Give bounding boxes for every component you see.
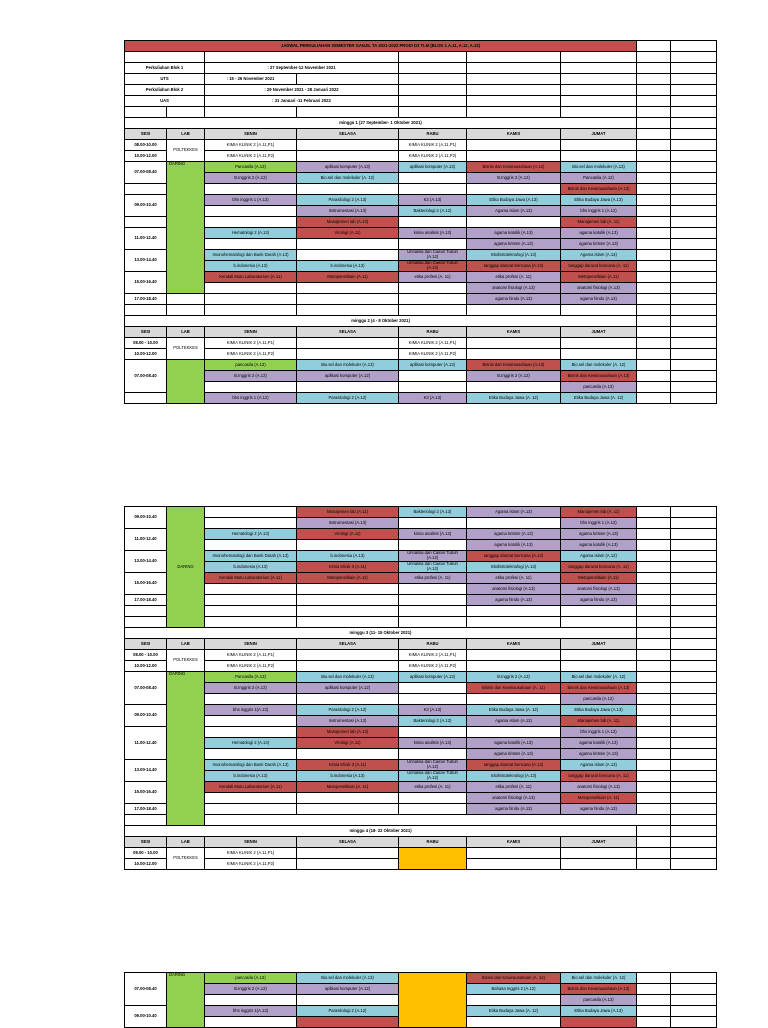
col-kamis: KAMIS <box>467 129 561 140</box>
course-cell: Etika Budaya Jawa (A. 12) <box>467 705 561 716</box>
course-cell: Metopenelitiain (A. 11) <box>561 793 637 804</box>
course-cell: Etika Budaya Jawa (A.13) <box>561 195 637 206</box>
course-cell: Etika Budaya Jawa (A.13) <box>561 705 637 716</box>
course-cell: etika profesi (A. 11) <box>399 782 467 793</box>
session-time: 10.00-12.00 <box>125 151 167 162</box>
course-cell: Bio.sel dan molekuler (A. 12) <box>561 672 637 683</box>
course-cell: Hematologi 2 (A.13) <box>205 529 297 540</box>
col-rabu: RABU <box>399 129 467 140</box>
course-cell: agama katolik (A.13) <box>561 738 637 749</box>
course-cell: pancasila (A.13) <box>561 995 637 1006</box>
col-kamis: KAMIS <box>467 327 561 338</box>
course-cell: Urinalisa dan Cairan Tubuh (A.12) <box>399 771 467 782</box>
lab-label: DARING <box>167 973 205 1028</box>
course-cell: Agama islam (A.13) <box>467 507 561 518</box>
page-2 <box>124 506 716 870</box>
col-sesi: SESI <box>125 639 167 650</box>
course-cell: aplikasi komputer (A.13) <box>297 162 399 173</box>
col-senin: SENIN <box>205 837 297 848</box>
course-cell: agama kristen (A.13) <box>467 749 561 760</box>
schedule-title: JADWAL PERKULIAHAN SEMESTER GANJIL TA 2021-2022 PRODI D3 TLM (BLOK 1 A.11, A.12, A.13) <box>125 41 637 52</box>
course-cell: agama hindu (A.13) <box>467 595 561 606</box>
col-senin: SENIN <box>205 639 297 650</box>
course-cell: Etika Budaya Jawa (A. 12) <box>467 393 561 404</box>
page-3 <box>124 972 716 1028</box>
col-sesi: SESI <box>125 837 167 848</box>
course-cell: Manajemen lab (A.13) <box>297 727 399 738</box>
course-cell: b.indonesia (A.13) <box>297 551 399 562</box>
info-label: Perkuliahan Blok 2 <box>125 85 205 96</box>
schedule-table-2b <box>124 825 717 870</box>
course-cell: Hematologi 2 (A.13) <box>205 738 297 749</box>
course-cell: KIMIA KLINIK 2 (A.11,P1) <box>205 140 297 151</box>
course-cell: agama kristen (A.13) <box>561 749 637 760</box>
course-cell: Bisnis dan Kewirausahaan (A.13) <box>561 371 637 382</box>
session-time: 17.00-18.40 <box>125 804 167 815</box>
course-cell: B.Inggris 2 (A.13) <box>467 672 561 683</box>
course-cell: bhs inggris 1(A.13) <box>205 705 297 716</box>
session-time: 17.00-18.40 <box>125 294 167 305</box>
col-kamis: KAMIS <box>467 639 561 650</box>
course-cell: Sitohistoteknologi (A.13) <box>467 250 561 261</box>
course-cell: anatomi fisiologi (A.13) <box>561 283 637 294</box>
session-time: 07.00-08.40 <box>125 162 167 184</box>
course-cell: B.Inggris 2 (A.12) <box>467 371 561 382</box>
course-cell: bhs inggris 1 (A.13) <box>561 518 637 529</box>
course-cell: Metopenelitiain (A.11) <box>297 573 399 584</box>
page-1 <box>124 40 716 404</box>
course-cell: Bio.sel dan molekuler (A.13) <box>297 973 399 984</box>
session-time: 15.00-16.40 <box>125 272 167 294</box>
session-time: 11.00-12.40 <box>125 529 167 551</box>
course-cell: Urinalisa dan Cairan Tubuh (A.12) <box>399 760 467 771</box>
course-cell: Urinalisa dan Cairan Tubuh (A.12) <box>399 250 467 261</box>
course-cell: Manajemen lab (A.11) <box>297 507 399 518</box>
course-cell: Bakteriologi 2 (A.12) <box>399 716 467 727</box>
course-cell: aplikasi komputer (A.13) <box>399 672 467 683</box>
course-cell: Bio.sel dan molekuler (A.13) <box>297 672 399 683</box>
course-cell: KIMIA KLINIK 2 (A.11,P2) <box>205 151 297 162</box>
lab-label: POLTEKKES <box>167 140 205 162</box>
course-cell: KIMIA KLINIK 2 (A.11,P1) <box>205 338 297 349</box>
course-cell: Agama islam (A.13) <box>467 716 561 727</box>
course-cell: Kimia Klinik 3 (A.11) <box>297 562 399 573</box>
week-heading: minggu 4 (18- 22 Oktober 2021) <box>125 826 637 837</box>
course-cell: Manajemen lab (A. 11) <box>561 716 637 727</box>
course-cell: Etika Budaya Jawa (A.13) <box>561 1006 637 1017</box>
col-rabu: RABU <box>399 837 467 848</box>
col-selasa: SELASA <box>297 639 399 650</box>
course-cell: Instrumentasi (A.13) <box>297 206 399 217</box>
course-cell: pancasila (A.13) <box>561 382 637 393</box>
course-cell: etika profesi (A. 11) <box>467 272 561 283</box>
course-cell: aplikasi komputer (A.12) <box>297 984 399 995</box>
col-lab: LAB <box>167 129 205 140</box>
week-heading: minggu 2 (4 - 8 Oktober 2021) <box>125 316 637 327</box>
info-value: : 31 Januari -11 Februari 2022 <box>205 96 399 107</box>
session-time: 09.00-10.40 <box>125 705 167 727</box>
course-cell: Imunohematologi dan Bank Darah (A.13) <box>205 551 297 562</box>
course-cell: Bisnis dan Kewirausahaan (A.13) <box>561 683 637 694</box>
course-cell: Parasitologi 2 (A.12) <box>297 705 399 716</box>
course-cell: B.Inggris 2 (A.12) <box>205 173 297 184</box>
course-cell: b.indonesia (A.13) <box>205 261 297 272</box>
course-cell: K3 (A.13) <box>399 195 467 206</box>
col-jumat: JUMAT <box>561 639 637 650</box>
info-value: : 15 - 26 November 2021 <box>205 74 297 85</box>
course-cell: aplikasi komputer (A.13) <box>399 162 467 173</box>
session-time: 13.00-14.40 <box>125 760 167 782</box>
course-cell: Metopenelitiain (A.11) <box>297 272 399 283</box>
course-cell: Bio.sel dan molekuler (A.13) <box>297 360 399 371</box>
course-cell: Agama islam (A.13) <box>561 760 637 771</box>
col-rabu: RABU <box>399 327 467 338</box>
course-cell: Etika Budaya Jawa (A. 12) <box>561 393 637 404</box>
course-cell: Parasitologi 2 (A.12) <box>297 393 399 404</box>
session-time: 08.00 - 10.00 <box>125 338 167 349</box>
info-label: UTS <box>125 74 205 85</box>
course-cell: K3 (A.13) <box>399 705 467 716</box>
course-cell: Bisnis dan Kewirausahaan (A. 12) <box>467 973 561 984</box>
course-cell: KIMIA KLINIK 2 (A.11,P2) <box>205 349 297 360</box>
info-label: Perkuliahan Blok 1 <box>125 63 205 74</box>
course-cell: tanggap darurat bencana (A.13) <box>467 760 561 771</box>
session-time: 11.00-12.40 <box>125 727 167 760</box>
course-cell: b.indonesia (A.13) <box>205 562 297 573</box>
course-cell: agama katolik (A.13) <box>561 228 637 239</box>
col-lab: LAB <box>167 639 205 650</box>
col-jumat: JUMAT <box>561 129 637 140</box>
course-cell: agama kristen (A.13) <box>467 239 561 250</box>
course-cell: etika profesi (A. 11) <box>399 573 467 584</box>
week-heading: minggu 3 (11- 15 Oktober 2021) <box>125 628 637 639</box>
course-cell: Kendali Mutu Laboratorium (A.11) <box>205 573 297 584</box>
course-cell: Virologi (A.11) <box>297 228 399 239</box>
lab-label: POLTEKKES <box>167 650 205 672</box>
week-heading: minggu 1 (27 September- 1 Oktober 2021) <box>125 118 637 129</box>
course-cell: Manajemen lab (A. 11) <box>561 217 637 228</box>
info-value: : 27 September-12 November 2021 <box>205 63 399 74</box>
course-cell: Instrumentasi (A.13) <box>297 716 399 727</box>
course-cell: anatomi fisiologi (A.13) <box>561 782 637 793</box>
course-cell: Parasitologi 2 (A.12) <box>297 1006 399 1017</box>
session-time: 17.00-18.40 <box>125 595 167 606</box>
course-cell: Metopenelitiain (A.11) <box>561 272 637 283</box>
session-time: 07.00-08.40 <box>125 672 167 705</box>
course-cell: KIMIA KLINIK 2 (A.11,P2) <box>399 661 467 672</box>
course-cell: KIMIA KLINIK 2 (A.11,P2) <box>399 151 467 162</box>
course-cell: b.indonesia (A.13) <box>297 261 399 272</box>
course-cell: Bahasa Inggris 2 (A.12) <box>467 984 561 995</box>
course-cell: Virologi (A.11) <box>297 529 399 540</box>
course-cell: Bio.sel dan molekuler (A. 12) <box>297 173 399 184</box>
course-cell: pancasila (A.13) <box>205 973 297 984</box>
course-cell: KIMIA KLINIK 2 (A.11,P2) <box>205 859 297 870</box>
course-cell: Manajemen lab (A. 11) <box>561 507 637 518</box>
course-cell: agama katolik (A.13) <box>467 228 561 239</box>
course-cell: Pancasila (A.13) <box>205 672 297 683</box>
course-cell: Agama islam (A.13) <box>561 250 637 261</box>
course-cell: Bio.sel dan molekuler (A. 12) <box>561 360 637 371</box>
lab-label: DARING <box>167 162 205 294</box>
session-time: 13.00-14.40 <box>125 551 167 573</box>
session-time: 07.00-08.40 <box>125 973 167 1006</box>
col-kamis: KAMIS <box>467 837 561 848</box>
course-cell: agama hindu (A.13) <box>561 595 637 606</box>
col-selasa: SELASA <box>297 327 399 338</box>
session-time: 08.00-10.00 <box>125 140 167 151</box>
info-value: : 29 November 2021 - 28 Januari 2022 <box>205 85 399 96</box>
course-cell: agama katolik (A.13) <box>561 540 637 551</box>
course-cell: Etika Budaya Jawa (A.13) <box>467 195 561 206</box>
col-sesi: SESI <box>125 129 167 140</box>
course-cell: bhs inggris 1(A.13) <box>205 1006 297 1017</box>
schedule-table-1 <box>124 40 717 404</box>
course-cell: bhs inggris 1 (A.12) <box>205 393 297 404</box>
course-cell: Bisnis dan Kewirausahaan (A.12) <box>467 162 561 173</box>
col-sesi: SESI <box>125 327 167 338</box>
session-time: 07.00-08.40 <box>125 360 167 393</box>
session-time: 10.00-12.00 <box>125 661 167 672</box>
session-time: 10.00-12.00 <box>125 859 167 870</box>
lab-label: POLTEKKES <box>167 848 205 870</box>
course-cell: B.Inggris 2 (A.12) <box>467 173 561 184</box>
course-cell: bhs inggris 1 (A.12) <box>561 206 637 217</box>
course-cell: Kendali Mutu Laboratorium (A.11) <box>205 782 297 793</box>
course-cell: Pancasila (A.12) <box>561 173 637 184</box>
course-cell: Bio.sel dan molekuler (A.13) <box>561 162 637 173</box>
course-cell: Etika Budaya Jawa (A. 12) <box>467 1006 561 1017</box>
course-cell: Parasitologi 2 (A.13) <box>297 195 399 206</box>
course-cell: agama kristen (A.13) <box>561 239 637 250</box>
schedule-table-2 <box>124 506 717 826</box>
course-cell: Manajemen lab (A.13) <box>297 217 399 228</box>
session-time: 08.00 - 10.00 <box>125 650 167 661</box>
course-cell: kimia analisis (A.13) <box>399 529 467 540</box>
course-cell: kimia analisis (A.13) <box>399 228 467 239</box>
course-cell: tanggap darurat bencana (A. 11) <box>561 771 637 782</box>
course-cell: etika profesi (A. 11) <box>467 573 561 584</box>
course-cell: agama hindu (A.13) <box>467 294 561 305</box>
course-cell: Kimia Klinik 3 (A.11) <box>297 760 399 771</box>
course-cell: aplikasi komputer (A.12) <box>297 683 399 694</box>
course-cell: agama kristen (A.13) <box>561 529 637 540</box>
course-cell: KIMIA KLINIK 2 (A.11,P1) <box>205 650 297 661</box>
lab-label: POLTEKKES <box>167 338 205 360</box>
course-cell: b.indonesia (A.13) <box>205 771 297 782</box>
course-cell: Bio.sel dan molekuler (A. 12) <box>561 973 637 984</box>
course-cell: Sitohistoteknologi (A.13) <box>467 562 561 573</box>
course-cell: B.Inggris 2 (A.12) <box>205 371 297 382</box>
course-cell: Bakteriologi 2 (A.12) <box>399 206 467 217</box>
course-cell: bhs inggris 1 (A.13) <box>561 727 637 738</box>
course-cell: KIMIA KLINIK 2 (A.11,P1) <box>399 338 467 349</box>
course-cell: pancasila (A.13) <box>205 360 297 371</box>
course-cell: Bisnis dan Kewirausahaan (A.13) <box>561 984 637 995</box>
course-cell: Urinalisa dan Cairan Tubuh (A.12) <box>399 261 467 272</box>
session-time: 09.00-10.40 <box>125 1006 167 1028</box>
lab-label: DARING <box>167 507 205 628</box>
course-cell: Imunohematologi dan Bank Darah (A.13) <box>205 760 297 771</box>
col-lab: LAB <box>167 327 205 338</box>
col-selasa: SELASA <box>297 129 399 140</box>
course-cell: KIMIA KLINIK 2 (A.11,P1) <box>205 848 297 859</box>
col-jumat: JUMAT <box>561 327 637 338</box>
col-selasa: SELASA <box>297 837 399 848</box>
course-cell: Kendali Mutu Laboratorium (A.11) <box>205 272 297 283</box>
course-cell: etika profesi (A. 11) <box>467 782 561 793</box>
course-cell: tanggap darurat bencana (A.13) <box>467 261 561 272</box>
course-cell: Bisnis dan Kewirausahaan (A.13) <box>467 360 561 371</box>
course-cell: B.Inggris 2 (A.12) <box>205 984 297 995</box>
course-cell: Urinalisa dan Cairan Tubuh (A.12) <box>399 551 467 562</box>
course-cell: KIMIA KLINIK 2 (A.11,P1) <box>399 650 467 661</box>
course-cell: Bisnis dan Kewirausahaan (A. 11) <box>467 683 561 694</box>
course-cell: agama hindu (A.13) <box>561 294 637 305</box>
course-cell: Bisnis dan Kewirausahaan (A.13) <box>561 184 637 195</box>
course-cell: agama katolik (A.13) <box>467 540 561 551</box>
course-cell: Sitohistoteknologi (A.13) <box>467 771 561 782</box>
col-jumat: JUMAT <box>561 837 637 848</box>
course-cell: B.Inggris 2 (A.12) <box>205 683 297 694</box>
session-time: 09.00-10.40 <box>125 507 167 529</box>
course-cell: bhs inggris 1 (A.13) <box>205 195 297 206</box>
course-cell: pancasila (A.12) <box>561 694 637 705</box>
course-cell: anatomi fisiologi (A.13) <box>561 584 637 595</box>
course-cell: agama katolik (A.13) <box>467 738 561 749</box>
course-cell: Hematologi 2 (A.13) <box>205 228 297 239</box>
course-cell: Virologi (A.11) <box>297 738 399 749</box>
course-cell: KIMIA KLINIK 2 (A.11,P1) <box>399 140 467 151</box>
course-cell: agama hindu (A.13) <box>467 804 561 815</box>
course-cell: K3 (A.13) <box>399 393 467 404</box>
course-cell: aplikasi komputer (A.13) <box>399 360 467 371</box>
lab-label: DARING <box>167 672 205 826</box>
col-rabu: RABU <box>399 639 467 650</box>
course-cell: tanggap darurat bencana (A. 11) <box>561 562 637 573</box>
course-cell: Instrumentasi (A.13) <box>297 518 399 529</box>
course-cell: anatomi fisiologi (A.13) <box>467 283 561 294</box>
course-cell: agama hindu (A.13) <box>561 804 637 815</box>
course-cell: Urinalisa dan Cairan Tubuh (A.12) <box>399 562 467 573</box>
session-time: 10.00-12.00 <box>125 349 167 360</box>
session-time: 13.00-14.40 <box>125 250 167 272</box>
course-cell: anatomi fisiologi (A.13) <box>467 584 561 595</box>
course-cell: Pancasila (A.13) <box>205 162 297 173</box>
col-senin: SENIN <box>205 129 297 140</box>
session-time: 08.00 - 10.00 <box>125 848 167 859</box>
course-cell: Bakteriologi 2 (A.13) <box>399 507 467 518</box>
session-time: 11.00-12.40 <box>125 228 167 250</box>
course-cell: kimia analisis (A.13) <box>399 738 467 749</box>
course-cell: agama kristen (A.13) <box>467 529 561 540</box>
course-cell: KIMIA KLINIK 2 (A.11,P2) <box>205 661 297 672</box>
course-cell: Metopenelitiain (A. 11) <box>297 782 399 793</box>
col-lab: LAB <box>167 837 205 848</box>
course-cell: tanggap darurat bencana (A. 11) <box>561 261 637 272</box>
course-cell: anatomi fisiologi (A.13) <box>467 793 561 804</box>
col-senin: SENIN <box>205 327 297 338</box>
session-time: 15.00-16.40 <box>125 573 167 595</box>
course-cell: Imunohematologi dan Bank Darah (A.13) <box>205 250 297 261</box>
course-cell: KIMIA KLINIK 2 (A.11,P2) <box>399 349 467 360</box>
schedule-table-3 <box>124 972 717 1028</box>
course-cell: aplikasi komputer (A.12) <box>297 371 399 382</box>
info-label: UAS <box>125 96 205 107</box>
session-time: 09.00-10.40 <box>125 195 167 217</box>
session-time: 15.00-16.40 <box>125 782 167 804</box>
course-cell: Agama islam (A.13) <box>467 206 561 217</box>
course-cell: Metopenelitiain (A.11) <box>561 573 637 584</box>
course-cell: etika profesi (A. 11) <box>399 272 467 283</box>
course-cell: Agama islam (A.12) <box>561 551 637 562</box>
course-cell: b.indonesia (A.13) <box>297 771 399 782</box>
course-cell: tanggap darurat bencana (A.13) <box>467 551 561 562</box>
